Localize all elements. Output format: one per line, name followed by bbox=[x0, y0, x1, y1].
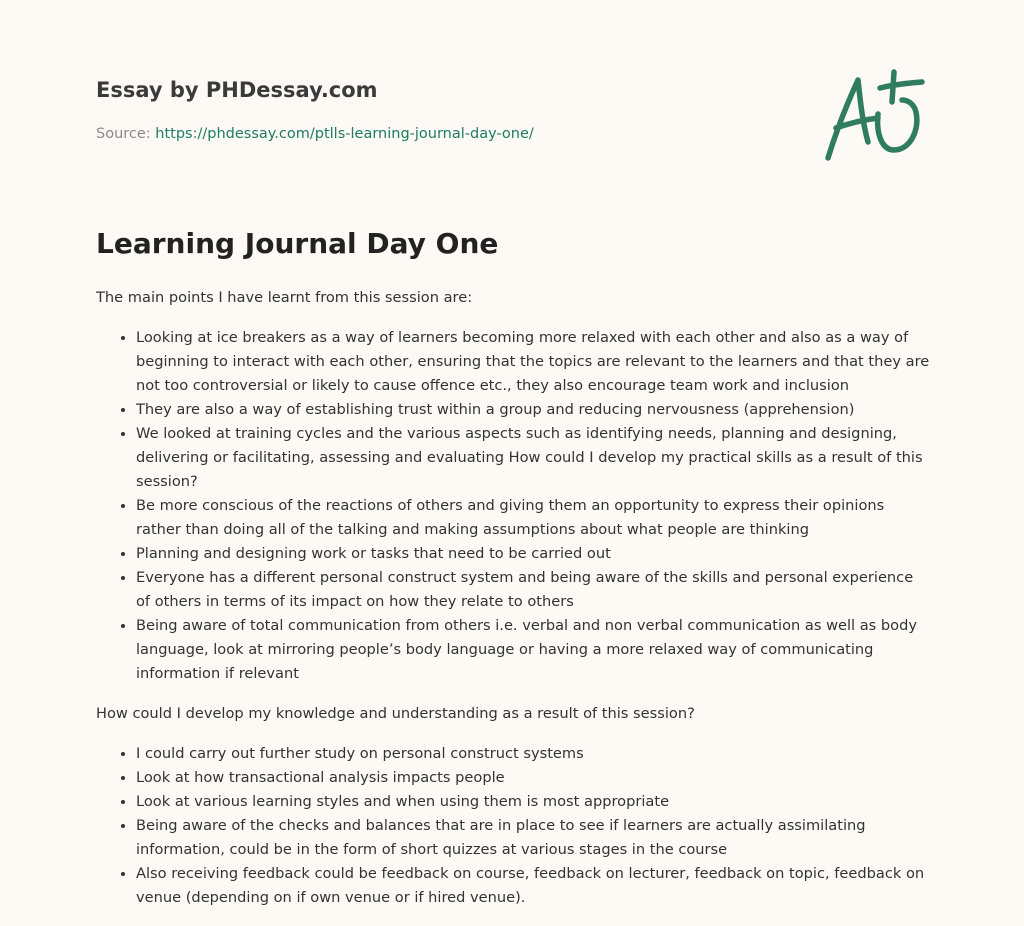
a-plus-logo-icon bbox=[820, 68, 930, 164]
list-item: • Planning and designing work or tasks that need to be carried out bbox=[136, 542, 930, 566]
source-line bbox=[96, 124, 796, 144]
intro-paragraph: The main points I have learnt from this session are: bbox=[96, 289, 473, 306]
answers-list bbox=[96, 742, 930, 910]
points-list bbox=[96, 326, 930, 686]
list-item: • Look at various learning styles and when using them is most appropriate bbox=[136, 790, 930, 814]
article-title: Learning Journal Day One bbox=[96, 227, 499, 260]
list-item: • Everyone has a different personal construct system and being aware of the skills and personal experience of others in terms of its impact on how they relate to others bbox=[136, 566, 930, 614]
list-item: • Also receiving feedback could be feedback on course, feedback on lecturer, feedback on topic, feedback on venue (depending on if own venue or if hired venue). bbox=[136, 862, 930, 910]
list-item: • We looked at training cycles and the various aspects such as identifying needs, planning and designing, delivering or facilitating, assessing and evaluating How could I develop my practical skills as a result of this session? bbox=[136, 422, 930, 494]
source-label: Source: bbox=[96, 126, 156, 142]
essay-header bbox=[96, 76, 796, 144]
list-item: • Being aware of the checks and balances that are in place to see if learners are actually assimilating information, could be in the form of short quizzes at various stages in the course bbox=[136, 814, 930, 862]
list-item: • Looking at ice breakers as a way of learners becoming more relaxed with each other and also as a way of beginning to interact with each other, ensuring that the topics are relevant to the learners and that they are not too controversial or likely to cause offence etc., they also encourage team work and inclusion bbox=[136, 326, 930, 398]
article-body bbox=[96, 286, 930, 926]
source-link[interactable]: https://phdessay.com/ptlls-learning-journal-day-one/ bbox=[155, 126, 534, 142]
brand-title: Essay by PHDessay.com bbox=[96, 78, 378, 102]
question-paragraph: How could I develop my knowledge and understanding as a result of this session? bbox=[96, 705, 695, 722]
list-item: • Look at how transactional analysis impacts people bbox=[136, 766, 930, 790]
list-item: • Be more conscious of the reactions of others and giving them an opportunity to express their opinions rather than doing all of the talking and making assumptions about what people are thinking bbox=[136, 494, 930, 542]
list-item: • They are also a way of establishing trust within a group and reducing nervousness (apprehension) bbox=[136, 398, 930, 422]
list-item: • Being aware of total communication from others i.e. verbal and non verbal communication as well as body language, look at mirroring people’s body language or having a more relaxed way of communicating information if relevant bbox=[136, 614, 930, 686]
list-item: • I could carry out further study on personal construct systems bbox=[136, 742, 930, 766]
